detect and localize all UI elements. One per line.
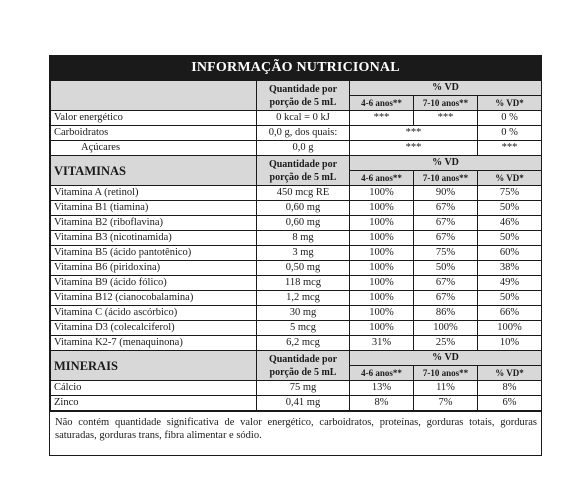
row-vd-4-6: 8% (350, 396, 414, 411)
row-vd-4-6: 100% (350, 261, 414, 276)
vitaminas-vd-header: % VD (350, 156, 542, 171)
row-vd-adult: 0 % (478, 126, 542, 141)
row-vd-7-10: *** (414, 111, 478, 126)
table-row (51, 381, 542, 396)
energy-vd-header: % VD (350, 81, 542, 96)
minerais-qty-header (257, 351, 350, 381)
table-row (51, 186, 542, 201)
qty-header-line2: porção de 5 mL (269, 366, 337, 378)
vitaminas-section-label: VITAMINAS (51, 156, 257, 186)
table-row (51, 396, 542, 411)
table-row (51, 201, 542, 216)
row-vd-adult: 50% (478, 231, 542, 246)
row-vd-7-10: 90% (414, 186, 478, 201)
row-vd-adult: 50% (478, 201, 542, 216)
row-vd-4-6: 100% (350, 321, 414, 336)
row-name: Vitamina C (ácido ascórbico) (51, 306, 257, 321)
nutrition-table (50, 80, 542, 411)
vitaminas-age1-header: 4-6 anos** (350, 171, 414, 186)
row-qty: 0 kcal = 0 kJ (257, 111, 350, 126)
row-vd-7-10: 86% (414, 306, 478, 321)
table-row (51, 216, 542, 231)
row-vd-4-6: 100% (350, 246, 414, 261)
row-qty: 8 mg (257, 231, 350, 246)
row-name: Vitamina B6 (piridoxina) (51, 261, 257, 276)
vitaminas-age2-header: 7-10 anos** (414, 171, 478, 186)
row-qty: 0,0 g, dos quais: (257, 126, 350, 141)
qty-header-line1: Quantidade por (268, 353, 338, 365)
row-vd-adult: 49% (478, 276, 542, 291)
row-name: Vitamina B2 (riboflavina) (51, 216, 257, 231)
table-row (51, 336, 542, 351)
row-vd-4-6: *** (350, 111, 414, 126)
row-vd-4-6: 100% (350, 276, 414, 291)
minerais-age1-header: 4-6 anos** (350, 366, 414, 381)
row-qty: 450 mcg RE (257, 186, 350, 201)
row-name: Vitamina A (retinol) (51, 186, 257, 201)
row-vd-4-6: 13% (350, 381, 414, 396)
row-qty: 0,60 mg (257, 201, 350, 216)
nutrition-panel (49, 55, 542, 456)
row-qty: 75 mg (257, 381, 350, 396)
table-row (51, 141, 542, 156)
table-row (51, 246, 542, 261)
panel-title: INFORMAÇÃO NUTRICIONAL (50, 56, 541, 80)
row-qty: 118 mcg (257, 276, 350, 291)
row-vd-7-10: 67% (414, 231, 478, 246)
row-vd-7-10: 67% (414, 201, 478, 216)
row-qty: 0,41 mg (257, 396, 350, 411)
energy-header-blank (51, 81, 257, 111)
vitaminas-header-row (51, 156, 542, 171)
row-name: Vitamina B5 (ácido pantotênico) (51, 246, 257, 261)
row-name: Zinco (51, 396, 257, 411)
table-row (51, 261, 542, 276)
row-qty: 3 mg (257, 246, 350, 261)
row-name: Vitamina B3 (nicotinamida) (51, 231, 257, 246)
minerais-age2-header: 7-10 anos** (414, 366, 478, 381)
minerais-rows (51, 381, 542, 411)
minerais-vd-header: % VD (350, 351, 542, 366)
row-qty: 30 mg (257, 306, 350, 321)
row-name: Carboidratos (51, 126, 257, 141)
row-vd-adult: 46% (478, 216, 542, 231)
row-vd-4-6: 100% (350, 216, 414, 231)
row-vd-adult: 100% (478, 321, 542, 336)
row-vd-4-6: 31% (350, 336, 414, 351)
vitaminas-vdstar-header: % VD* (478, 171, 542, 186)
energy-age2-header: 7-10 anos** (414, 96, 478, 111)
row-name: Vitamina K2-7 (menaquinona) (51, 336, 257, 351)
row-name: Vitamina B9 (ácido fólico) (51, 276, 257, 291)
table-row (51, 276, 542, 291)
row-name: Valor energético (51, 111, 257, 126)
row-name: Vitamina B12 (cianocobalamina) (51, 291, 257, 306)
row-vd-adult: 10% (478, 336, 542, 351)
table-row (51, 291, 542, 306)
energy-vdstar-header: % VD* (478, 96, 542, 111)
row-vd-4-6: 100% (350, 231, 414, 246)
row-qty: 1,2 mcg (257, 291, 350, 306)
vitaminas-qty-header (257, 156, 350, 186)
row-vd-adult: 60% (478, 246, 542, 261)
row-name: Açúcares (51, 141, 257, 156)
row-name: Vitamina D3 (colecalciferol) (51, 321, 257, 336)
table-row (51, 321, 542, 336)
table-row (51, 306, 542, 321)
row-name: Cálcio (51, 381, 257, 396)
row-vd-4-6: 100% (350, 291, 414, 306)
row-vd-4-6: 100% (350, 306, 414, 321)
row-vd-adult: 6% (478, 396, 542, 411)
table-row (51, 126, 542, 141)
row-vd-4-6: 100% (350, 186, 414, 201)
row-qty: 0,0 g (257, 141, 350, 156)
table-row (51, 231, 542, 246)
minerais-vdstar-header: % VD* (478, 366, 542, 381)
row-vd-adult: 0 % (478, 111, 542, 126)
row-vd-7-10: 7% (414, 396, 478, 411)
row-vd-children: *** (350, 141, 478, 156)
table-row (51, 111, 542, 126)
energy-qty-header (257, 81, 350, 111)
row-name: Vitamina B1 (tiamina) (51, 201, 257, 216)
row-vd-7-10: 25% (414, 336, 478, 351)
qty-header-line2: porção de 5 mL (269, 171, 337, 183)
row-vd-adult: 38% (478, 261, 542, 276)
qty-header-line2: porção de 5 mL (269, 96, 337, 108)
row-qty: 0,50 mg (257, 261, 350, 276)
minerais-header-row (51, 351, 542, 366)
minerais-section-label: MINERAIS (51, 351, 257, 381)
energy-header-row (51, 81, 542, 96)
row-vd-7-10: 100% (414, 321, 478, 336)
vitaminas-rows (51, 186, 542, 351)
row-qty: 5 mcg (257, 321, 350, 336)
row-vd-adult: *** (478, 141, 542, 156)
row-vd-adult: 66% (478, 306, 542, 321)
qty-header-line1: Quantidade por (268, 158, 338, 170)
row-vd-7-10: 67% (414, 291, 478, 306)
row-vd-adult: 8% (478, 381, 542, 396)
row-vd-7-10: 50% (414, 261, 478, 276)
row-vd-7-10: 75% (414, 246, 478, 261)
row-vd-4-6: 100% (350, 201, 414, 216)
row-vd-adult: 50% (478, 291, 542, 306)
row-vd-adult: 75% (478, 186, 542, 201)
qty-header-line1: Quantidade por (268, 83, 338, 95)
footnote: Não contém quantidade significativa de valor energético, carboidratos, proteínas, gorduras totais, gorduras saturadas, gorduras trans, fibra alimentar e sódio. (50, 411, 541, 455)
row-vd-7-10: 67% (414, 216, 478, 231)
energy-age1-header: 4-6 anos** (350, 96, 414, 111)
row-vd-7-10: 67% (414, 276, 478, 291)
row-vd-children: *** (350, 126, 478, 141)
row-qty: 0,60 mg (257, 216, 350, 231)
row-vd-7-10: 11% (414, 381, 478, 396)
row-qty: 6,2 mcg (257, 336, 350, 351)
